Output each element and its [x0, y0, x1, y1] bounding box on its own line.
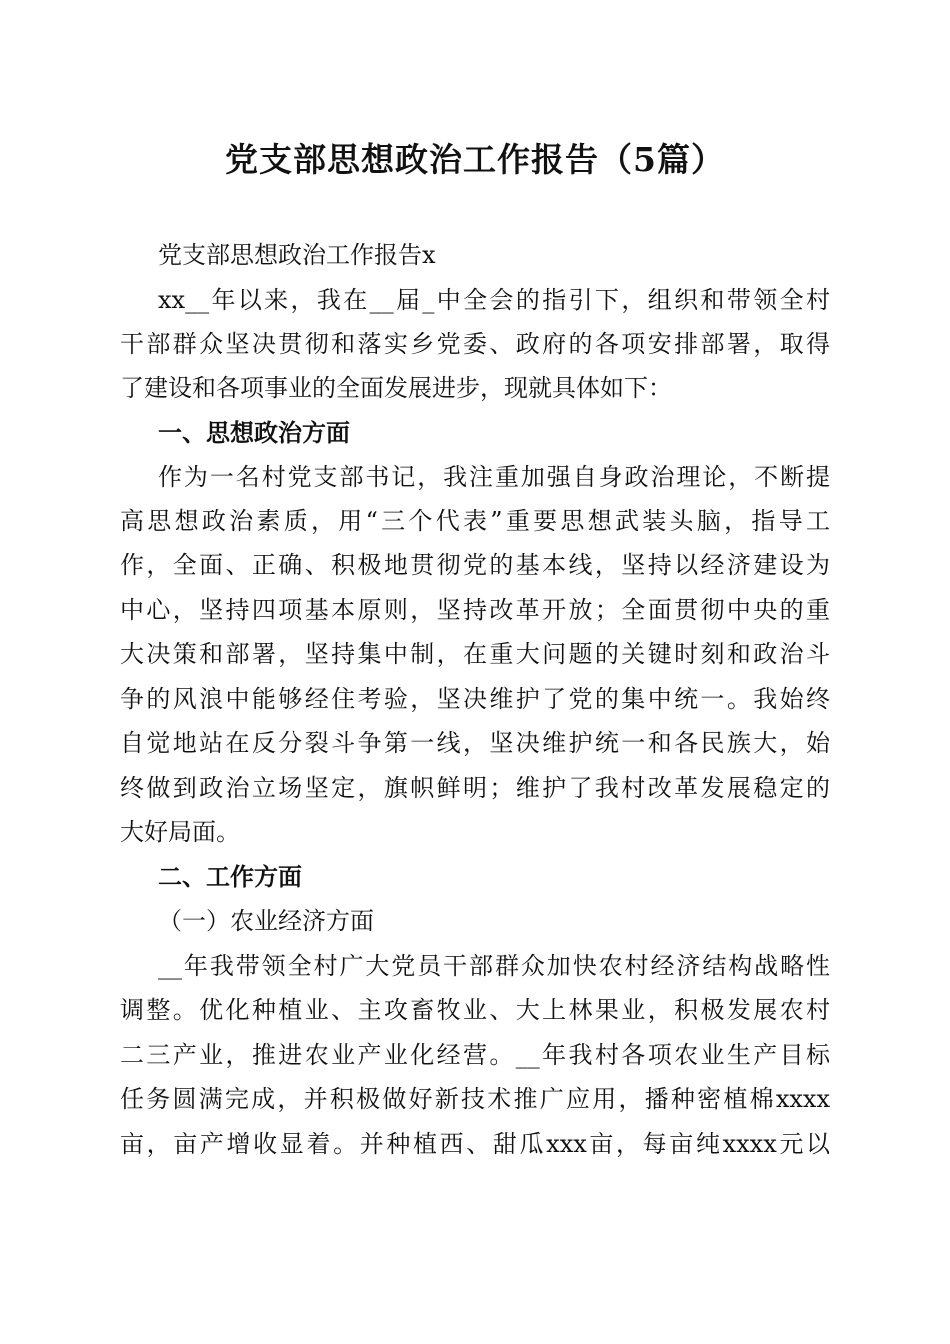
section-heading-work: 二、工作方面: [158, 863, 302, 891]
intro-line: 了建设和各项事业的全面发展进步，现就具体如下：: [120, 374, 672, 402]
paragraph-line: 作，全面、正确、积极地贯彻党的基本线，坚持以经济建设为: [120, 551, 830, 579]
paragraph-line: 大好局面。: [120, 818, 240, 846]
paragraph-line: 大决策和部署，坚持集中制，在重大问题的关键时刻和政治斗: [120, 640, 830, 668]
subsection-heading-agriculture: （一）农业经济方面: [158, 907, 374, 935]
paragraph-line: 任务圆满完成，并积极做好新技术推广应用，播种密植棉xxxx: [120, 1085, 830, 1113]
paragraph-line: 争的风浪中能够经住考验，坚决维护了党的集中统一。我始终: [120, 685, 830, 713]
intro-line: xx__年以来，我在__届_中全会的指引下，组织和带领全村: [158, 286, 830, 314]
paragraph-line: 亩，亩产增收显着。并种植西、甜瓜xxx亩，每亩纯xxxx元以: [120, 1130, 830, 1158]
paragraph-line: 中心，坚持四项基本原则，坚持改革开放；全面贯彻中央的重: [120, 596, 830, 624]
report-subtitle: 党支部思想政治工作报告x: [158, 241, 436, 269]
paragraph-line: __年我带领全村广大党员干部群众加快农村经济结构战略性: [158, 952, 830, 980]
intro-line: 干部群众坚决贯彻和落实乡党委、政府的各项安排部署，取得: [120, 330, 830, 358]
paragraph-line: 终做到政治立场坚定，旗帜鲜明；维护了我村改革发展稳定的: [120, 774, 830, 802]
paragraph-line: 二三产业，推进农业产业化经营。__年我村各项农业生产目标: [120, 1041, 830, 1069]
paragraph-line: 作为一名村党支部书记，我注重加强自身政治理论，不断提: [158, 463, 830, 491]
document-title: 党支部思想政治工作报告（5篇）: [225, 140, 725, 179]
paragraph-line: 高思想政治素质，用“三个代表”重要思想武装头脑，指导工: [120, 507, 830, 535]
paragraph-line: 自觉地站在反分裂斗争第一线，坚决维护统一和各民族大，始: [120, 729, 830, 757]
paragraph-line: 调整。优化种植业、主攻畜牧业、大上林果业，积极发展农村: [120, 996, 830, 1024]
section-heading-political: 一、思想政治方面: [158, 419, 350, 447]
